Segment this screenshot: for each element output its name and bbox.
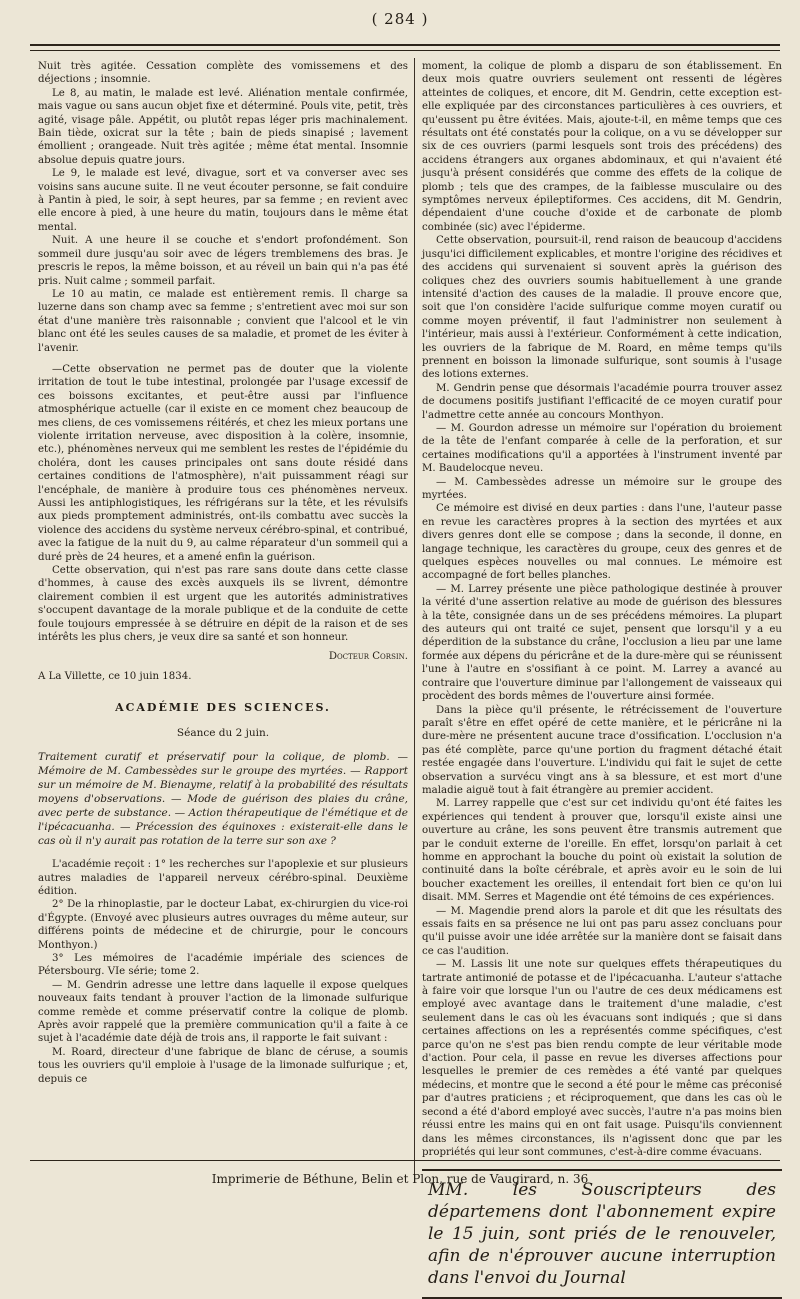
header-rule [30, 44, 780, 51]
paragraph: — M. Magendie prend alors la parole et dit que les résultats des essais faits en sa présence ne lui ont pas paru assez concluans pour qu'il puisse avoir une idée arrêtée sur la manière dont se faisait dans ce cas l'audition. [422, 905, 782, 957]
paragraph: —Cette observation ne permet pas de douter que la violente irritation de tout le tube intestinal, prolongée par l'usage excessif de ces boissons excitantes, et peut-être aussi par l'influence atmosphérique actuelle (car il existe en ce moment chez beaucoup de mes cliens, de ces vomissemens réitérés, et chez les mieux portans une violente irritation nerveuse, avec disposition à la colère, insomnie, etc.), phénomènes nerveux qui me semblent les restes de l'épidémie du choléra, dont les causes principales ont sans doute résidé dans certaines conditions de l'atmosphère), n'ait puissamment réagi sur l'encéphale, de manière à produire tous ces phénomènes nerveux. Aussi les antiphlogistiques, les réfrigérans sur la tête, et les révulsifs aux pieds promptement administrés, ont-ils combattu avec succès la violence des accidens du système nerveux cérébro-spinal, et contribué, avec la fatigue de la nuit du 9, au calme réparateur d'un sommeil qui a duré près de 24 heures, et a amené enfin la guérison. [38, 363, 408, 563]
session-date: Séance du 2 juin. [176, 726, 270, 739]
column-divider [414, 58, 415, 1183]
paragraph: moment, la colique de plomb a disparu de son établissement. En deux mois quatre ouvriers seulement ont ressenti de légères atteintes de coliques, et encore, dit M. Gendrin, cette exception est-elle expliquée par des circonstances particulières à ces ouvriers, et qu'eussent pu être évitées. Mais, ajoute-t-il, en même temps que ces résultats ont été constatés pour la colique, on a vu se développer sur six de ces ouvriers (parmi lesquels sont trois des précédens) des accidens étrangers aux organes abdominaux, et qui n'avaient été jusqu'à présent considérés que comme des effets de la colique de plomb ; tels que des crampes, de la faiblesse musculaire ou des symptômes nerveux épileptiformes. Ces accidens, dit M. Gendrin, dépendaient d'une couche d'oxide et de carbonate de plomb combinée (sic) avec l'épiderme. [422, 61, 782, 233]
paragraph: Nuit très agitée. Cessation complète des vomissemens et des déjections ; insomnie. [38, 61, 408, 86]
page-number: ( 284 ) [371, 10, 429, 28]
paragraph: M. Gendrin pense que désormais l'académie pourra trouver assez de documens positifs justifiant l'efficacité de ce moyen curatif pour l'admettre cette année au concours Monthyon. [422, 382, 782, 421]
paragraph: 3° Les mémoires de l'académie impériale des sciences de Pétersbourg. VIe série; tome 2. [38, 952, 408, 978]
paragraph: — M. Lassis lit une note sur quelques effets thérapeutiques du tartrate antimonié de potasse et de l'ipécacuanha. L'auteur s'attache à faire voir que lorsque l'un ou l'autre de ces deux médicamens est employé avec avantage dans le traitement d'une maladie, c'est seulement dans le cas où les évacuans sont indiqués ; que si dans certaines affections on les a représentés comme spécifiques, c'est parce qu'on ne s'est pas bien rendu compte de leur véritable mode d'action. Pour cela, il passe en revue les diverses affections pour lesquelles le premier de ces remèdes a été vanté par quelques médecins, et montre que le second a été pour le même cas préconisé par d'autres praticiens ; et réciproquement, que dans les cas où le second a été d'abord employé avec succès, l'autre n'a pas moins bien réussi entre les mains qui en ont fait usage. Puisqu'ils conviennent dans les mêmes circonstances, ils n'agissent donc que par les propriétés qui leur sont communes, c'est-à-dire comme évacuans. [422, 959, 782, 1158]
paragraph: Le 10 au matin, ce malade est entièrement remis. Il charge sa luzerne dans son champ avec sa femme ; s'entretient avec moi sur son état d'une manière très raisonnable ; convient que l'alcool et le vin blanc ont été les seules causes de sa maladie, et promet de les éviter à l'avenir. [38, 288, 408, 354]
paragraph: Ce mémoire est divisé en deux parties : dans l'une, l'auteur passe en revue les caractères propres à la section des myrtées et aux divers genres dont elle se compose ; dans la seconde, il donne, en langage technique, les caractères du groupe, ceux des genres et de quelques espèces nouvelles ou mal connues. Le mémoire est accompagné de fort belles planches. [422, 503, 782, 582]
paragraph: Nuit. A une heure il se couche et s'endort profondément. Son sommeil dure jusqu'au soir avec de légers tremblemens des bras. Je prescris le repos, la même boisson, et au réveil un bain qui n'a pas été pris. Nuit calme ; sommeil parfait. [38, 235, 408, 287]
right-column [422, 60, 782, 1289]
paragraph: Dans la pièce qu'il présente, le rétrécissement de l'ouverture paraît s'être en effet opéré de cette manière, et le péricrâne ni la dure-mère ne présentent aucune trace d'ossification. L'occlusion n'a pas été complète, parce qu'une portion du fragment détaché était restée engagée dans l'ouverture. L'individu qui fait le sujet de cette observation a survécu vingt ans à sa blessure, et est mort d'une maladie aiguë tout à fait étrangère au premier accident. [422, 704, 782, 796]
paragraph: L'académie reçoit : 1° les recherches sur l'apoplexie et sur plusieurs autres maladies de l'appareil nerveux cérébro-spinal. Deuxième édition. [38, 859, 408, 897]
session-summary: Traitement curatif et préservatif pour la colique, de plomb. — Mémoire de M. Cambessèdes sur le groupe des myrtées. — Rapport sur un mémoire de M. Bienayme, relatif à la probabilité des résultats moyens d'observations. — Mode de guérison des plaies du crâne, avec perte de substance. — Action thérapeutique de l'émétique et de l'ipécacuanha. — Précession des équinoxes : existerait-elle dans le cas où il n'y aurait pas rotation de la terre sur son axe ? [38, 751, 408, 848]
subscriber-notice: MM. les Souscripteurs des départemens dont l'abonnement expire le 15 juin, sont priés de le renouveler, afin de n'éprouver aucune interruption dans l'envoi du Journal [422, 1169, 782, 1299]
printer-imprint: Imprimerie de Béthune, Belin et Plon, rue de Vaugirard, n. 36 [211, 1172, 589, 1186]
paragraph: Cette observation, qui n'est pas rare sans doute dans cette classe d'hommes, à cause des excès auxquels ils se livrent, démontre clairement combien il est urgent que les autorités administratives s'occupent davantage de la morale publique et de la conduite de cette foule toujours empressée à se détruire en dépit de la raison et de ses intérêts les plus chers, je veux dire sa santé et son honneur. [38, 565, 408, 644]
paragraph: Le 8, au matin, le malade est levé. Aliénation mentale confirmée, mais vague ou sans aucun objet fixe et déterminé. Pouls vite, petit, très agité, visage pâle. Appétit, ou plutôt repas léger pris machinalement. Bain tiède, oxicrat sur la tête ; bain de pieds sinapisé ; lavement émollient ; orangeade. Nuit très agitée ; même état mental. Insomnie absolue depuis quatre jours. [38, 87, 408, 166]
paragraph: Cette observation, poursuit-il, rend raison de beaucoup d'accidens jusqu'ici difficilement explicables, et montre l'origine des récidives et des accidens qui survenaient si souvent après la guérison des coliques chez des ouvriers soumis habituellement à une grande intensité d'action des causes de la maladie. Il prouve encore que, soit que l'on considère l'acide sulfurique comme moyen curatif ou comme moyen préventif, il faut l'administrer non seulement à l'intérieur, mais aussi à l'extérieur. Conformément à cette indication, les ouvriers de la fabrique de M. Roard, en même temps qu'ils prennent en boisson la limonade sulfurique, sont soumis à l'usage des lotions externes. [422, 235, 782, 381]
paragraph: Le 9, le malade est levé, divague, sort et va converser avec ses voisins sans aucune suite. Il ne veut écouter personne, se fait conduire à Pantin à pied, le soir, à sept heures, par sa femme ; en revient avec elle encore à pied, à une heure du matin, toujours dans le même état mental. [38, 168, 408, 233]
paragraph: — M. Gourdon adresse un mémoire sur l'opération du broiement de la tête de l'enfant comparée à celle de la perforation, et sur certaines modifications qu'il a apportées à l'instrument inventé par M. Baudelocque neveu. [422, 422, 782, 475]
signature: Docteur Corsin. [328, 651, 408, 663]
left-column [38, 60, 408, 1160]
paragraph: 2° De la rhinoplastie, par le docteur Labat, ex-chirurgien du vice-roi d'Égypte. (Envoyé avec plusieurs autres ouvrages du même auteur, sur différens points de médecine et de chirurgie, pour le concours Monthyon.) [38, 899, 408, 951]
paragraph: M. Roard, directeur d'une fabrique de blanc de céruse, a soumis tous les ouvriers qu'il emploie à l'usage de la limonade sulfurique ; et, depuis ce [38, 1046, 408, 1085]
paragraph: — M. Gendrin adresse une lettre dans laquelle il expose quelques nouveaux faits tendant à prouver l'action de la limonade sulfurique comme remède et comme préservatif contre la colique de plomb. Après avoir rappelé que la première communication qu'il a faite à ce sujet à l'académie date déjà de trois ans, il rapporte le fait suivant : [38, 979, 408, 1045]
section-title: ACADÉMIE DES SCIENCES. [115, 701, 331, 715]
paragraph: M. Larrey rappelle que c'est sur cet individu qu'ont été faites les expériences qui tendent à prouver que, lorsqu'il existe ainsi une ouverture au crâne, les sons peuvent être transmis autrement que par le conduit externe de l'oreille. En effet, lorsqu'on parlait à cet homme en approchant la bouche du point où existait la solution de continuité dans la boîte cérébrale, et après avoir eu le soin de lui boucher exactement les oreilles, il entendait fort bien ce qu'on lui disait. MM. Serres et Magendie ont été témoins de ces expériences. [422, 798, 782, 904]
dateline: A La Villette, ce 10 juin 1834. [38, 670, 192, 682]
footer-rule [30, 1160, 780, 1161]
paragraph: — M. Larrey présente une pièce pathologique destinée à prouver la vérité d'une assertion relative au mode de guérison des blessures à la tête, consignée dans un de ses précédens mémoires. La plupart des auteurs qui ont traité ce sujet, pensent que lorsqu'il y a eu déperdition de la substance du crâne, l'occlusion a lieu par une lame formée aux dépens du péricrâne et de la dure-mère qui se réunissent l'une à l'autre en s'ossifiant à ce point. M. Larrey a avancé au contraire que l'ouverture diminue par l'allongement de vaisseaux qui procèdent des bords mêmes de l'ouverture ainsi formée. [422, 583, 782, 703]
paragraph: — M. Cambessèdes adresse un mémoire sur le groupe des myrtées. [422, 476, 782, 501]
